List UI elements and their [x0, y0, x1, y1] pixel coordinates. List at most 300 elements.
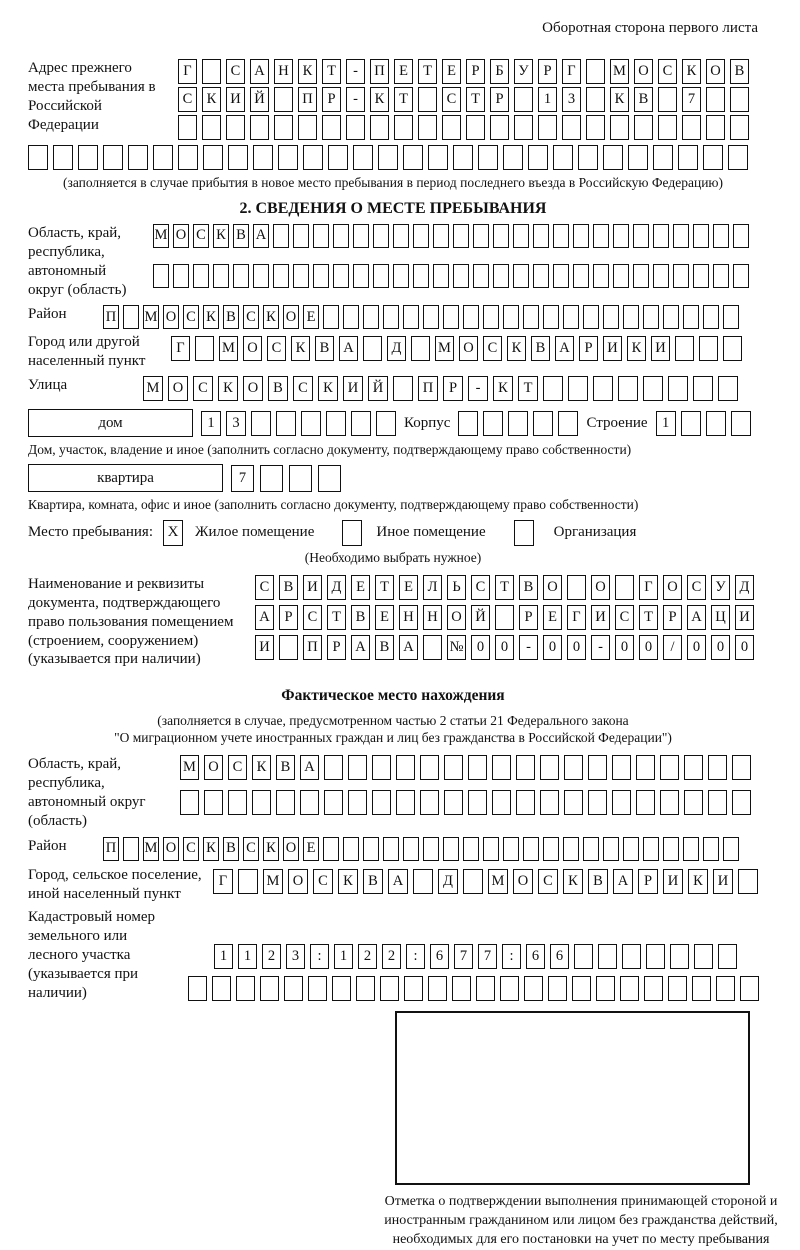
char-cell: Т	[322, 59, 341, 84]
char-cell	[276, 411, 296, 436]
char-cell	[301, 411, 321, 436]
char-cell: Й	[368, 376, 388, 401]
char-cell	[730, 87, 749, 112]
char-cell: К	[291, 336, 310, 361]
char-cell: К	[218, 376, 238, 401]
char-cell: :	[406, 944, 425, 969]
char-cell: О	[163, 837, 179, 861]
char-cell: Ь	[447, 575, 466, 600]
char-cell	[578, 145, 598, 170]
char-cell	[123, 837, 139, 861]
char-cell	[583, 837, 599, 861]
char-cell: К	[493, 376, 513, 401]
char-cell: -	[346, 87, 365, 112]
char-cell: 0	[735, 635, 754, 660]
char-cell	[660, 755, 679, 780]
char-cell	[564, 755, 583, 780]
char-cell: Г	[178, 59, 197, 84]
char-cell	[78, 145, 98, 170]
char-cell	[453, 145, 473, 170]
char-cell	[618, 376, 638, 401]
char-cell: Т	[639, 605, 658, 630]
char-cell: М	[610, 59, 629, 84]
char-cell: К	[318, 376, 338, 401]
char-cell: Е	[543, 605, 562, 630]
char-cell	[413, 224, 429, 248]
char-cell	[563, 837, 579, 861]
char-cell: -	[519, 635, 538, 660]
char-cell: 3	[226, 411, 246, 436]
char-cell: 0	[567, 635, 586, 660]
char-cell: С	[483, 336, 502, 361]
char-cell: Р	[279, 605, 298, 630]
char-cell	[644, 976, 663, 1001]
char-cell: Н	[399, 605, 418, 630]
char-cell	[528, 145, 548, 170]
char-cell	[733, 224, 749, 248]
char-cell	[699, 336, 718, 361]
char-cell	[723, 305, 739, 329]
char-cell: А	[613, 869, 633, 894]
char-cell: С	[471, 575, 490, 600]
char-cell	[463, 869, 483, 894]
city-cells	[171, 336, 742, 361]
char-cell	[543, 837, 559, 861]
char-cell: В	[634, 87, 653, 112]
char-cell	[289, 465, 312, 492]
char-cell	[228, 790, 247, 815]
char-cell	[188, 976, 207, 1001]
char-cell	[363, 336, 382, 361]
char-cell	[615, 575, 634, 600]
char-cell	[730, 115, 749, 140]
char-cell: И	[603, 336, 622, 361]
char-cell	[493, 224, 509, 248]
char-cell: У	[711, 575, 730, 600]
char-cell	[598, 944, 617, 969]
char-cell: В	[315, 336, 334, 361]
char-cell	[593, 264, 609, 288]
char-cell	[723, 837, 739, 861]
char-cell	[706, 115, 725, 140]
char-cell: 0	[711, 635, 730, 660]
char-cell	[740, 976, 759, 1001]
char-cell	[353, 224, 369, 248]
char-cell: Ц	[711, 605, 730, 630]
char-cell	[452, 976, 471, 1001]
char-cell	[613, 224, 629, 248]
char-cell: 1	[201, 411, 221, 436]
actual-district-cells	[103, 837, 739, 861]
char-cell: 0	[495, 635, 514, 660]
char-cell	[708, 790, 727, 815]
char-cell	[318, 465, 341, 492]
char-cell	[586, 87, 605, 112]
char-cell: 7	[231, 465, 254, 492]
char-cell: И	[303, 575, 322, 600]
char-cell: О	[243, 336, 262, 361]
char-cell	[613, 264, 629, 288]
char-cell: В	[375, 635, 394, 660]
document-row-2	[255, 605, 754, 630]
char-cell	[553, 224, 569, 248]
char-cell	[394, 115, 413, 140]
char-cell	[573, 224, 589, 248]
char-cell	[372, 755, 391, 780]
char-cell: И	[713, 869, 733, 894]
char-cell	[420, 755, 439, 780]
stay-place-row	[28, 520, 758, 546]
field-cadastral	[28, 908, 758, 1002]
char-cell	[573, 264, 589, 288]
char-cell	[260, 976, 279, 1001]
region-row-2	[153, 264, 749, 288]
char-cell: А	[351, 635, 370, 660]
stay-place-label: Место пребывания:	[28, 524, 153, 541]
char-cell	[653, 145, 673, 170]
char-cell: О	[663, 575, 682, 600]
char-cell	[603, 145, 623, 170]
char-cell: С	[538, 869, 558, 894]
char-cell	[553, 145, 573, 170]
char-cell	[372, 790, 391, 815]
char-cell: С	[615, 605, 634, 630]
char-cell	[378, 145, 398, 170]
char-cell: В	[351, 605, 370, 630]
char-cell	[313, 224, 329, 248]
char-cell: Е	[303, 837, 319, 861]
char-cell: В	[531, 336, 550, 361]
char-cell: :	[502, 944, 521, 969]
char-cell: Д	[735, 575, 754, 600]
char-cell	[572, 976, 591, 1001]
char-cell: М	[488, 869, 508, 894]
char-cell: П	[103, 305, 119, 329]
char-cell: 0	[687, 635, 706, 660]
char-cell: Е	[351, 575, 370, 600]
char-cell	[393, 224, 409, 248]
char-cell: К	[507, 336, 526, 361]
char-cell	[653, 224, 669, 248]
char-cell	[500, 976, 519, 1001]
char-cell: К	[563, 869, 583, 894]
char-cell: А	[250, 59, 269, 84]
char-cell: А	[255, 605, 274, 630]
previous-address-caption: (заполняется в случае прибытия в новое место пребывания в период последнего въезда в Российскую Федерацию)	[62, 175, 724, 190]
char-cell	[643, 837, 659, 861]
char-cell	[483, 411, 503, 436]
char-cell	[692, 976, 711, 1001]
street-label: Улица	[28, 377, 68, 394]
page-header-note: Оборотная сторона первого листа	[542, 20, 758, 36]
char-cell	[558, 411, 578, 436]
char-cell	[693, 264, 709, 288]
stay-place-note: (Необходимо выбрать нужное)	[304, 549, 482, 565]
document-label: Наименование и реквизиты документа, подтверждающего право пользования помещением (строением, сооружением) (указывается при наличии)	[28, 575, 234, 668]
char-cell	[503, 145, 523, 170]
field-city	[28, 333, 758, 371]
char-cell	[328, 145, 348, 170]
char-cell: О	[243, 376, 263, 401]
char-cell	[396, 755, 415, 780]
stroenie-cells	[656, 411, 751, 436]
char-cell: К	[338, 869, 358, 894]
option-residential-label: Жилое помещение	[195, 524, 315, 541]
char-cell	[562, 115, 581, 140]
char-cell	[703, 837, 719, 861]
field-district	[28, 305, 758, 329]
char-cell	[423, 305, 439, 329]
house-caption: Дом, участок, владение и иное (заполнить согласно документу, подтверждающему право собственности)	[28, 442, 632, 458]
stroenie-label: Строение	[586, 414, 648, 431]
char-cell	[563, 305, 579, 329]
char-cell	[583, 305, 599, 329]
char-cell	[543, 305, 559, 329]
char-cell	[728, 145, 748, 170]
char-cell	[612, 755, 631, 780]
char-cell: 7	[454, 944, 473, 969]
char-cell	[716, 976, 735, 1001]
char-cell	[663, 305, 679, 329]
char-cell	[444, 755, 463, 780]
char-cell	[373, 224, 389, 248]
apartment-cells	[231, 465, 341, 492]
apartment-caption: Квартира, комната, офис и иное (заполнить согласно документу, подтверждающему право собственности)	[28, 497, 639, 513]
char-cell	[322, 115, 341, 140]
char-cell: Л	[423, 575, 442, 600]
char-cell	[443, 305, 459, 329]
char-cell	[623, 305, 639, 329]
char-cell: Е	[399, 575, 418, 600]
char-cell	[380, 976, 399, 1001]
previous-address-row-4	[28, 145, 758, 170]
char-cell	[643, 305, 659, 329]
confirmation-stamp-box	[395, 1011, 750, 1185]
char-cell: А	[339, 336, 358, 361]
char-cell	[458, 411, 478, 436]
char-cell: 2	[382, 944, 401, 969]
char-cell	[333, 264, 349, 288]
char-cell	[128, 145, 148, 170]
char-cell: Д	[327, 575, 346, 600]
actual-location-caption-1: (заполняется в случае, предусмотренном частью 2 статьи 21 Федерального закона	[157, 713, 629, 729]
char-cell: В	[223, 837, 239, 861]
char-cell	[673, 264, 689, 288]
char-cell	[178, 145, 198, 170]
char-cell	[473, 224, 489, 248]
char-cell	[682, 115, 701, 140]
char-cell: Р	[327, 635, 346, 660]
house-box-label: дом	[28, 409, 193, 437]
previous-address-label: Адрес прежнего места пребывания в Российской Федерации	[28, 60, 156, 133]
char-cell	[596, 976, 615, 1001]
char-cell	[284, 976, 303, 1001]
char-cell: М	[143, 376, 163, 401]
section2-title: 2. СВЕДЕНИЯ О МЕСТЕ ПРЕБЫВАНИЯ	[239, 199, 547, 217]
char-cell: О	[163, 305, 179, 329]
field-region	[28, 224, 758, 300]
char-cell	[273, 224, 289, 248]
char-cell	[694, 944, 713, 969]
char-cell: С	[178, 87, 197, 112]
char-cell	[586, 59, 605, 84]
char-cell	[353, 264, 369, 288]
cadastral-label: Кадастровый номер земельного или лесного участка (указывается при наличии)	[28, 909, 155, 1001]
char-cell: №	[447, 635, 466, 660]
char-cell	[567, 575, 586, 600]
char-cell	[633, 224, 649, 248]
char-cell: Г	[567, 605, 586, 630]
char-cell	[678, 145, 698, 170]
char-cell: С	[193, 376, 213, 401]
char-cell	[103, 145, 123, 170]
char-cell	[653, 264, 669, 288]
char-cell: О	[543, 575, 562, 600]
char-cell: :	[310, 944, 329, 969]
char-cell	[274, 115, 293, 140]
char-cell	[293, 224, 309, 248]
char-cell: А	[399, 635, 418, 660]
field-actual-district	[28, 837, 758, 861]
char-cell	[356, 976, 375, 1001]
char-cell	[313, 264, 329, 288]
char-cell	[403, 837, 419, 861]
char-cell	[683, 305, 699, 329]
char-cell	[326, 411, 346, 436]
char-cell	[568, 376, 588, 401]
district-label: Район	[28, 306, 67, 323]
char-cell: В	[588, 869, 608, 894]
char-cell: О	[513, 869, 533, 894]
char-cell	[226, 115, 245, 140]
char-cell	[703, 145, 723, 170]
char-cell	[633, 264, 649, 288]
char-cell: Р	[579, 336, 598, 361]
char-cell: К	[682, 59, 701, 84]
char-cell	[610, 115, 629, 140]
char-cell	[658, 115, 677, 140]
checkbox-residential: X	[163, 520, 183, 546]
char-cell	[564, 790, 583, 815]
char-cell: О	[173, 224, 189, 248]
house-cells	[201, 411, 396, 436]
char-cell: 0	[471, 635, 490, 660]
char-cell	[293, 264, 309, 288]
char-cell	[203, 145, 223, 170]
char-cell: М	[263, 869, 283, 894]
char-cell: Т	[495, 575, 514, 600]
char-cell	[308, 976, 327, 1001]
char-cell	[123, 305, 139, 329]
char-cell: О	[283, 837, 299, 861]
char-cell: Е	[375, 605, 394, 630]
char-cell	[503, 837, 519, 861]
actual-region-row-1	[180, 755, 751, 780]
char-cell	[574, 944, 593, 969]
char-cell	[213, 264, 229, 288]
char-cell: 6	[526, 944, 545, 969]
char-cell	[668, 376, 688, 401]
char-cell	[373, 264, 389, 288]
char-cell: Н	[274, 59, 293, 84]
char-cell	[516, 790, 535, 815]
char-cell	[683, 837, 699, 861]
char-cell	[732, 790, 751, 815]
char-cell	[733, 264, 749, 288]
char-cell	[363, 837, 379, 861]
char-cell	[279, 635, 298, 660]
previous-address-rows	[178, 59, 749, 140]
apartment-row	[28, 464, 758, 492]
char-cell: 3	[286, 944, 305, 969]
char-cell: С	[442, 87, 461, 112]
char-cell: -	[468, 376, 488, 401]
char-cell: К	[213, 224, 229, 248]
char-cell	[303, 145, 323, 170]
char-cell	[540, 790, 559, 815]
previous-address-row-3	[178, 115, 749, 140]
char-cell	[363, 305, 379, 329]
char-cell	[276, 790, 295, 815]
char-cell: В	[276, 755, 295, 780]
char-cell	[490, 115, 509, 140]
char-cell	[483, 837, 499, 861]
char-cell: И	[226, 87, 245, 112]
char-cell: С	[226, 59, 245, 84]
char-cell: И	[591, 605, 610, 630]
char-cell	[473, 264, 489, 288]
char-cell: Г	[639, 575, 658, 600]
char-cell: К	[263, 305, 279, 329]
previous-address-row-2	[178, 87, 749, 112]
char-cell	[403, 305, 419, 329]
char-cell	[278, 145, 298, 170]
char-cell	[593, 224, 609, 248]
char-cell	[178, 115, 197, 140]
document-row-1	[255, 575, 754, 600]
char-cell	[612, 790, 631, 815]
region-row-1	[153, 224, 749, 248]
char-cell	[623, 837, 639, 861]
korpus-cells	[458, 411, 578, 436]
char-cell	[466, 115, 485, 140]
char-cell: О	[459, 336, 478, 361]
char-cell	[463, 837, 479, 861]
char-cell: М	[153, 224, 169, 248]
char-cell: К	[203, 305, 219, 329]
char-cell	[622, 944, 641, 969]
district-cells	[103, 305, 739, 329]
field-previous-address	[28, 59, 758, 140]
char-cell: Р	[322, 87, 341, 112]
char-cell	[668, 976, 687, 1001]
char-cell: 0	[639, 635, 658, 660]
char-cell: Г	[213, 869, 233, 894]
char-cell	[538, 115, 557, 140]
char-cell	[383, 837, 399, 861]
char-cell: О	[447, 605, 466, 630]
char-cell	[540, 755, 559, 780]
char-cell	[670, 944, 689, 969]
char-cell	[273, 264, 289, 288]
char-cell	[300, 790, 319, 815]
char-cell	[260, 465, 283, 492]
char-cell	[658, 87, 677, 112]
char-cell	[418, 115, 437, 140]
char-cell	[428, 976, 447, 1001]
char-cell	[588, 790, 607, 815]
char-cell	[468, 790, 487, 815]
